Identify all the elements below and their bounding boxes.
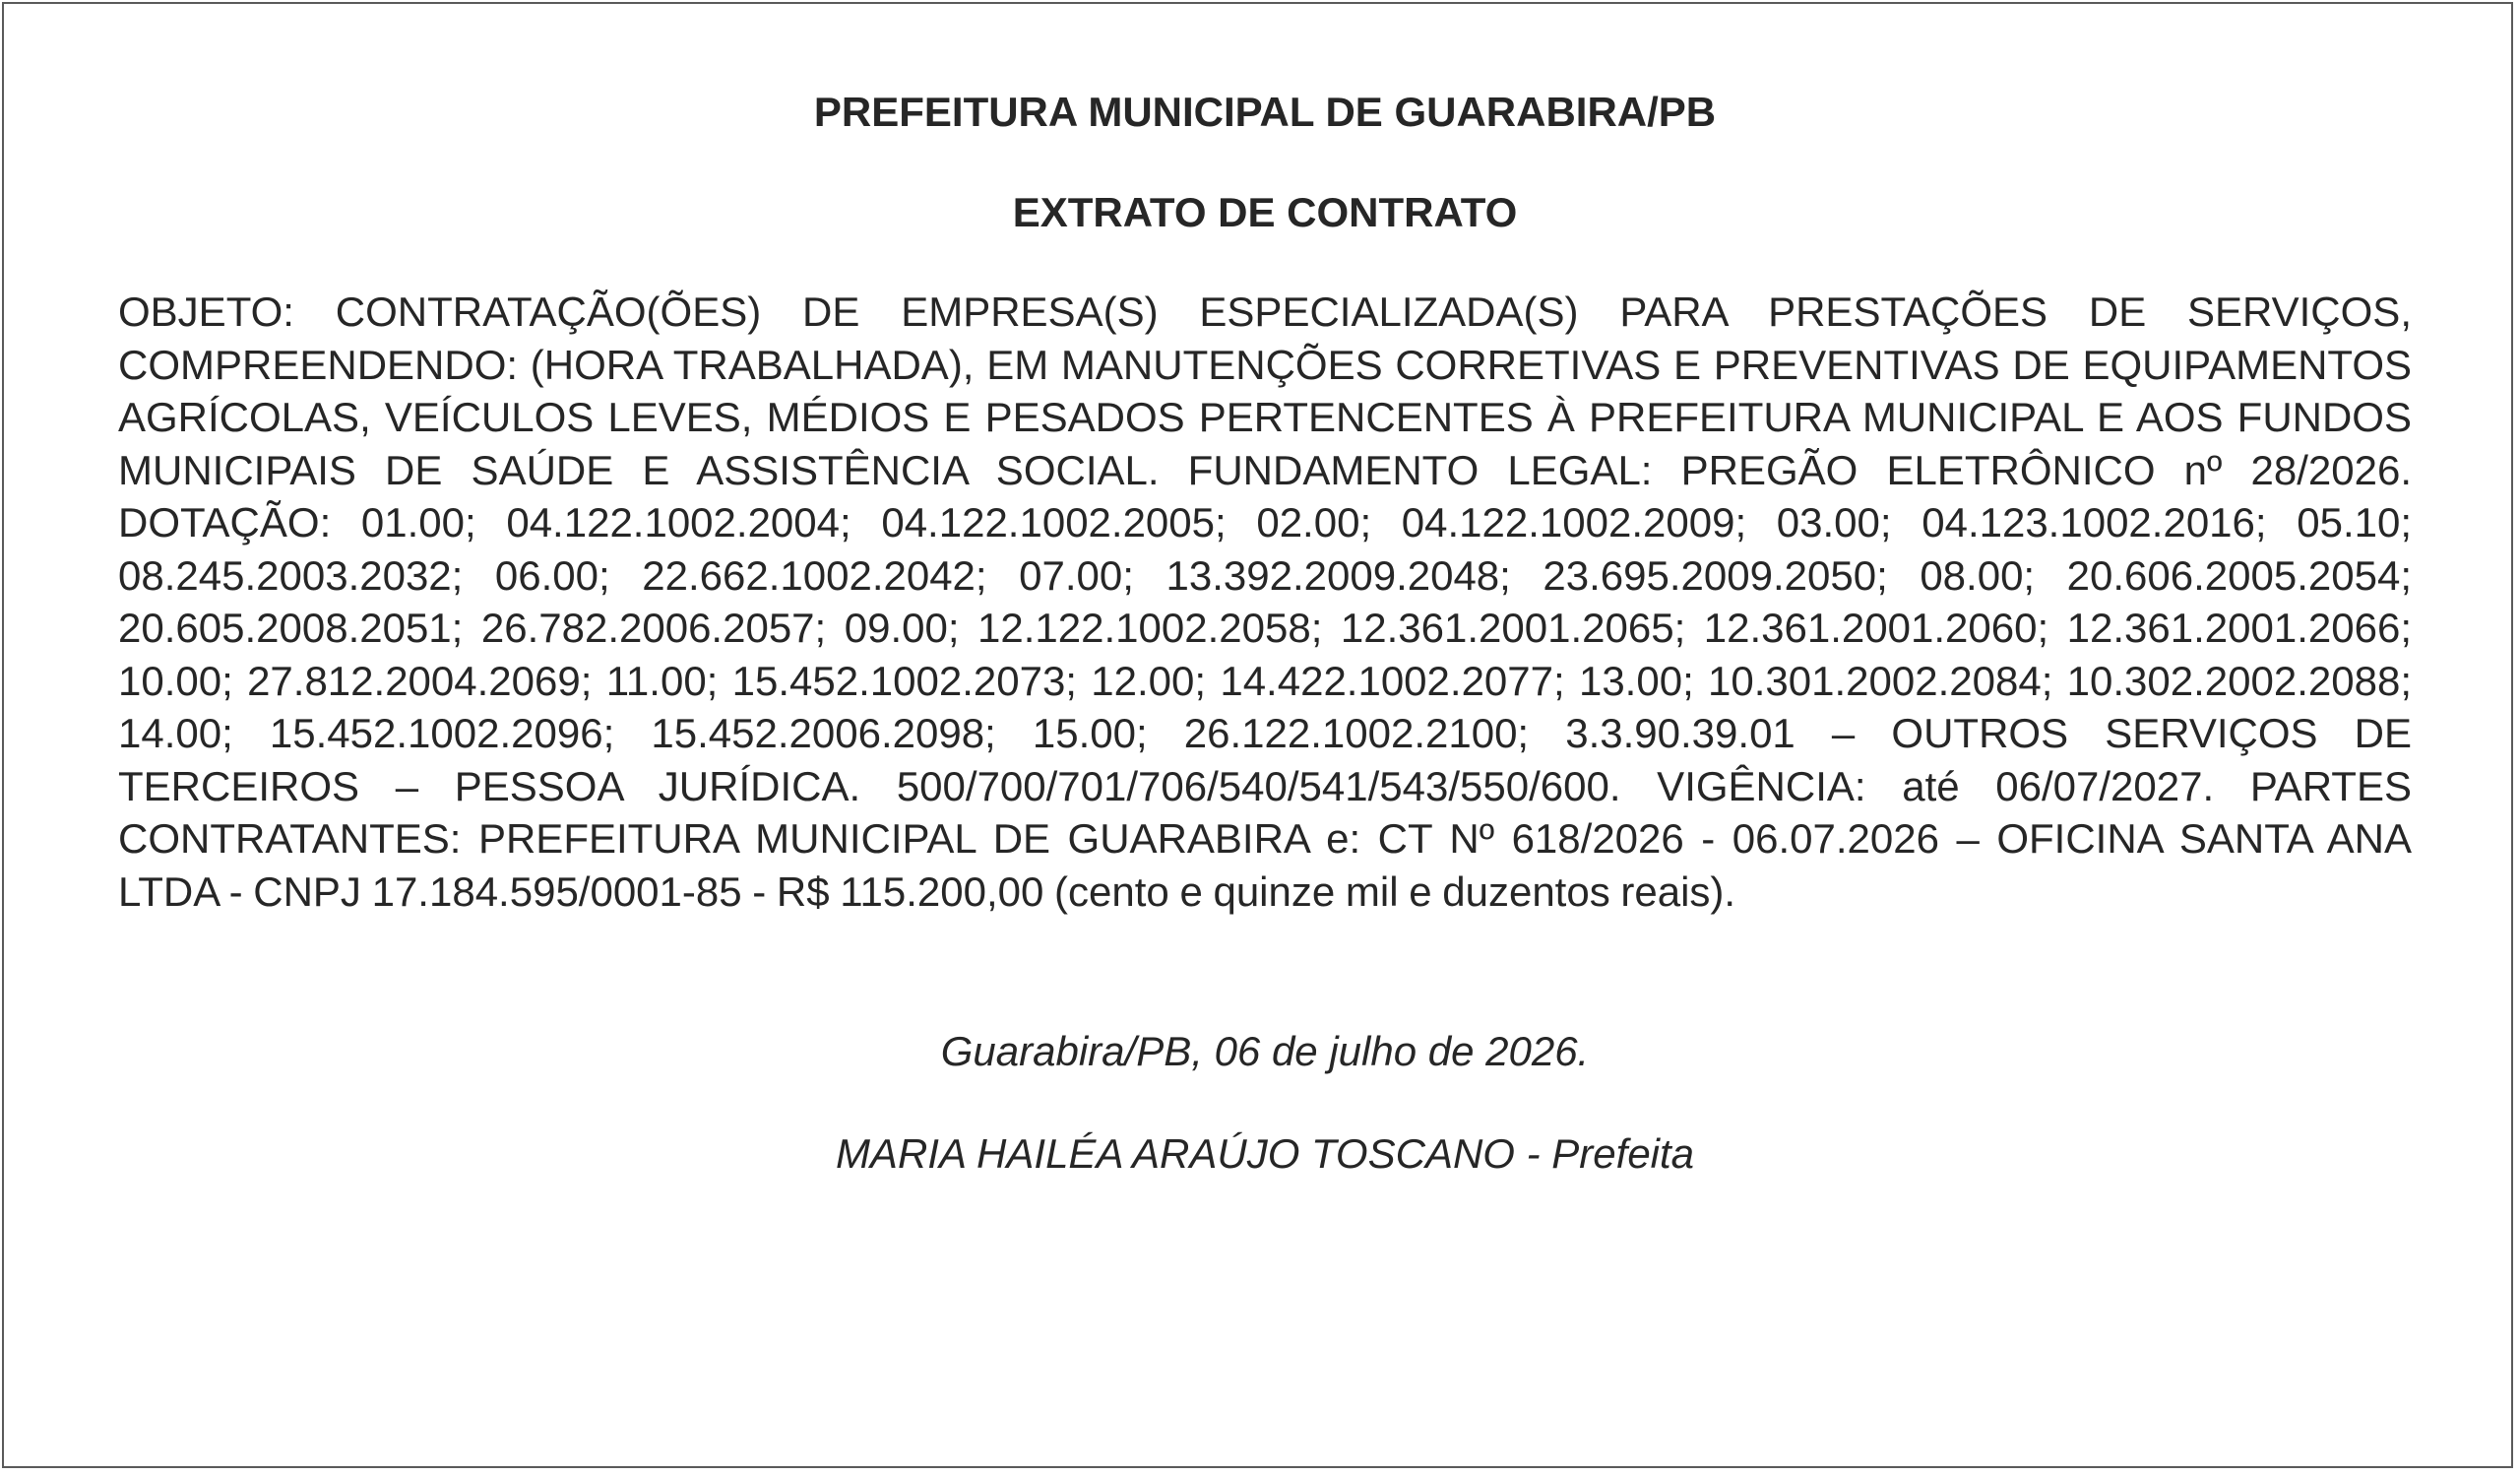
signatory: MARIA HAILÉA ARAÚJO TOSCANO - Prefeita	[835, 1130, 1695, 1177]
place-and-date: Guarabira/PB, 06 de julho de 2026.	[940, 1028, 1590, 1074]
document-subtitle: EXTRATO DE CONTRATO	[1012, 189, 1518, 235]
document-frame	[2, 2, 2513, 1468]
document-content	[118, 83, 2412, 1180]
document-title: PREFEITURA MUNICIPAL DE GUARABIRA/PB	[813, 89, 1717, 135]
contract-body-text: OBJETO: CONTRATAÇÃO(ÕES) DE EMPRESA(S) ESPECIALIZADA(S) PARA PRESTAÇÕES DE SERVIÇOS, COMPREENDENDO: (HORA TRABALHADA), EM MANUTENÇÕES CORRETIVAS E PREVENTIVAS DE EQUIPAMENTOS AGRÍCOLAS, VEÍCULOS LEVES, MÉDIOS E PESADOS PERTENCENTES À PREFEITURA MUNICIPAL E AOS FUNDOS MUNICIPAIS DE SAÚDE E ASSISTÊNCIA SOCIAL. FUNDAMENTO LEGAL: PREGÃO ELETRÔNICO nº 28/2026. DOTAÇÃO: 01.00; 04.122.1002.2004; 04.122.1002.2005; 02.00; 04.122.1002.2009; 03.00; 04.123.1002.2016; 05.10; 08.245.2003.2032; 06.00; 22.662.1002.2042; 07.00; 13.392.2009.2048; 23.695.2009.2050; 08.00; 20.606.2005.2054; 20.605.2008.2051; 26.782.2006.2057; 09.00; 12.122.1002.2058; 12.361.2001.2065; 12.361.2001.2060; 12.361.2001.2066; 10.00; 27.812.2004.2069; 11.00; 15.452.1002.2073; 12.00; 14.422.1002.2077; 13.00; 10.301.2002.2084; 10.302.2002.2088; 14.00; 15.452.1002.2096; 15.452.2006.2098; 15.00; 26.122.1002.2100; 3.3.90.39.01 – OUTROS SERVIÇOS DE TERCEIROS – PESSOA JURÍDICA. 500/700/701/706/540/541/543/550/600. VIGÊNCIA: até 06/07/2027. PARTES CONTRATANTES: PREFEITURA MUNICIPAL DE GUARABIRA e: CT Nº 618/2026 - 06.07.2026 – OFICINA SANTA ANA LTDA - CNPJ 17.184.595/0001-85 - R$ 115.200,00 (cento e quinze mil e duzentos reais).	[118, 289, 2412, 915]
